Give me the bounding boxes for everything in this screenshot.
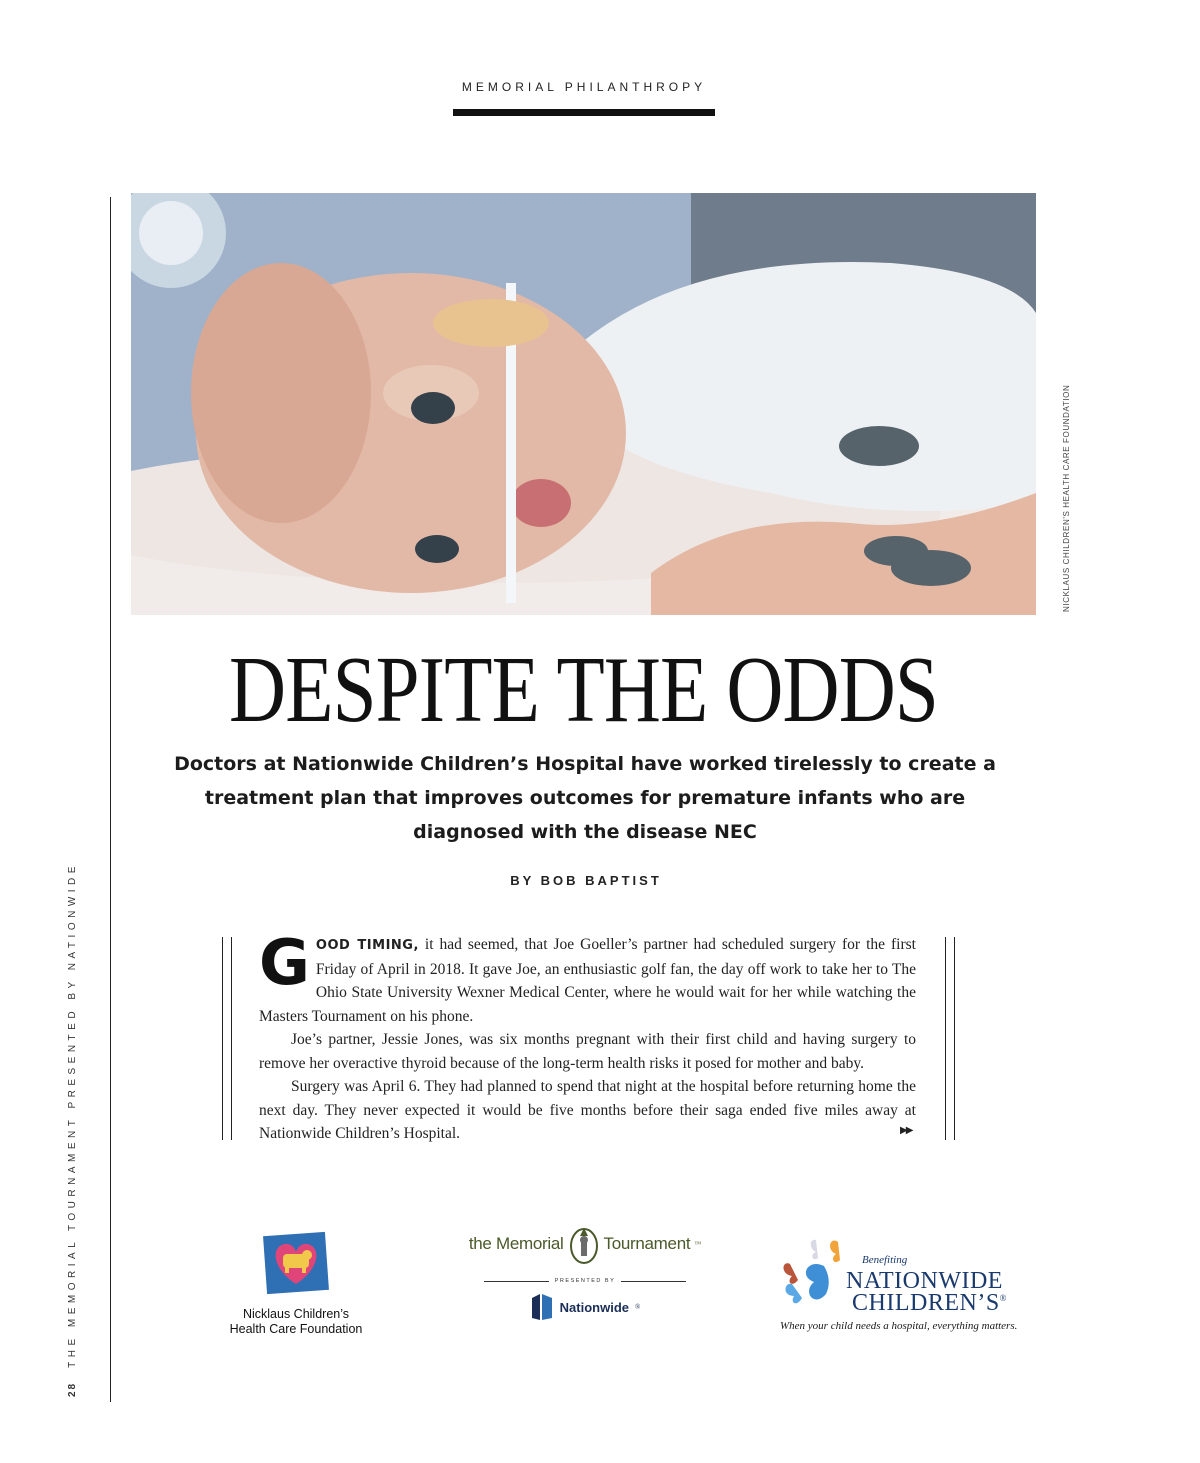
text-frame-left-bar-2 bbox=[231, 937, 232, 1140]
nationwide-frame-icon bbox=[530, 1292, 554, 1322]
memorial-trademark: ™ bbox=[694, 1240, 702, 1248]
running-title: THE MEMORIAL TOURNAMENT PRESENTED BY NATIONWIDE bbox=[67, 862, 78, 1368]
paragraph-2: Joe’s partner, Jessie Jones, was six months pregnant with their first child and having surgery to remove her overactive thyroid because of the long-term health risks it posed for mother and baby. bbox=[259, 1031, 916, 1072]
continue-mark: ▶▶ bbox=[900, 1125, 912, 1136]
nicklaus-logo bbox=[222, 1228, 370, 1337]
paragraph-3: Surgery was April 6. They had planned to spend that night at the hospital before returning home the next day. They never expected it would be five months before their saga ended five miles away at Nationwide Children’s Hospital. bbox=[259, 1078, 916, 1142]
presented-rule-left bbox=[484, 1281, 549, 1282]
nationwide-word: Nationwide bbox=[559, 1299, 629, 1315]
sidebar-running-text bbox=[67, 862, 78, 1397]
presented-by-label: PRESENTED BY bbox=[554, 1278, 616, 1284]
sidebar-rule bbox=[110, 197, 111, 1402]
nationwide-mark: ® bbox=[635, 1303, 641, 1311]
presented-rule-right bbox=[621, 1281, 686, 1282]
nwc-benefiting: Benefiting bbox=[862, 1254, 908, 1266]
nicklaus-line-1: Nicklaus Children’s bbox=[242, 1307, 350, 1321]
paragraph-1-text: it had seemed, that Joe Goeller’s partner had scheduled surgery for the first Friday of April in 2018. It gave Joe, an enthusiastic golf fan, the day off work to take her to The Ohio State University Wexner Medical Center, where he would wait for her while watching the Masters Tournament on his phone. bbox=[259, 936, 916, 1025]
nicklaus-bear-heart-icon bbox=[257, 1228, 335, 1298]
section-label: MEMORIAL PHILANTHROPY bbox=[461, 80, 707, 94]
photo-credit: NICKLAUS CHILDREN'S HEALTH CARE FOUNDATION bbox=[1062, 384, 1071, 612]
nwc-mark: ® bbox=[999, 1293, 1008, 1303]
baby-photo-illustration bbox=[131, 193, 1036, 615]
headline: DESPITE THE ODDS bbox=[229, 638, 938, 742]
memorial-tournament-logo bbox=[456, 1222, 714, 1322]
memorial-crest-icon bbox=[568, 1222, 600, 1266]
drop-cap: G bbox=[259, 926, 310, 999]
text-frame-right-bar bbox=[945, 937, 946, 1140]
section-rule bbox=[453, 109, 715, 116]
hero-photo bbox=[131, 193, 1036, 615]
memorial-right-word: Tournament bbox=[603, 1234, 691, 1253]
text-frame-left-bar bbox=[222, 937, 223, 1140]
nicklaus-line-2: Health Care Foundation bbox=[229, 1322, 363, 1336]
text-frame-right-bar-2 bbox=[954, 937, 955, 1140]
paragraph-1 bbox=[259, 926, 916, 1028]
lead-in: OOD TIMING, bbox=[315, 938, 419, 953]
page-number: 28 bbox=[67, 1381, 78, 1397]
nwc-line-1: NATIONWIDE bbox=[846, 1268, 1003, 1294]
byline: BY BOB BAPTIST bbox=[510, 873, 662, 888]
memorial-left-word: the Memorial bbox=[468, 1234, 564, 1253]
deck: Doctors at Nationwide Children’s Hospital have worked tirelessly to create a treatment plan that improves outcomes for premature infants who are diagnosed with the disease NEC bbox=[174, 753, 996, 843]
nwc-tagline: When your child needs a hospital, everything matters. bbox=[780, 1320, 1018, 1332]
article-body bbox=[259, 926, 916, 1146]
nwc-line-2: CHILDREN’S bbox=[852, 1290, 1000, 1316]
